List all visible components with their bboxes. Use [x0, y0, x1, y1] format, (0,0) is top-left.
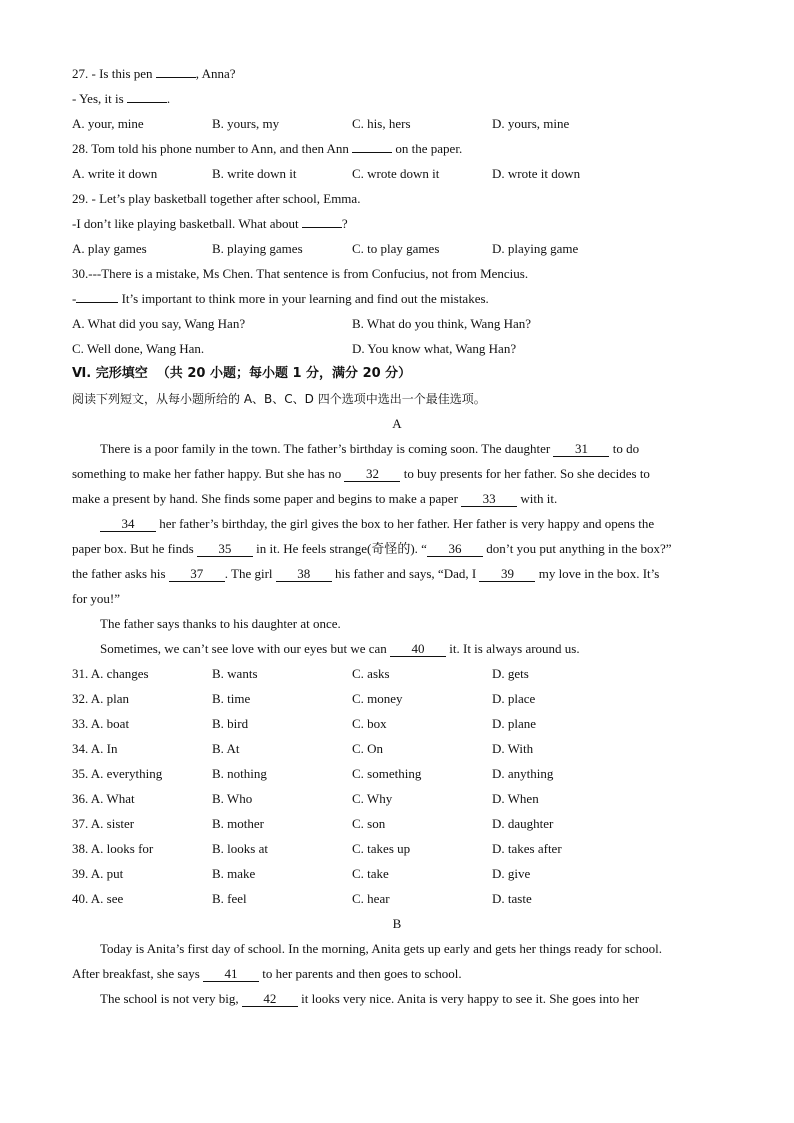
blank-41: 41 [203, 967, 259, 982]
q39-option-b: B. make [212, 866, 256, 881]
q39-option-d: D. give [492, 866, 531, 881]
blank-37: 37 [169, 567, 225, 582]
q29-stem: 29. - Let’s play basketball together after school, Emma. [72, 191, 361, 206]
q34-option-c: C. On [352, 741, 384, 756]
q34-option-b: B. At [212, 741, 240, 756]
q32-option-c: C. money [352, 691, 403, 706]
q37-option-c: C. son [352, 816, 386, 831]
blank-32: 32 [344, 467, 400, 482]
blank-42: 42 [242, 992, 298, 1007]
q27-stem: 27. - Is this pen , Anna? [72, 66, 236, 81]
q30-stem: 30.---There is a mistake, Ms Chen. That sentence is from Confucius, not from Mencius. [72, 266, 529, 281]
q28-blank [352, 152, 392, 153]
q33-option-b: B. bird [212, 716, 249, 731]
q35-option-b: B. nothing [212, 766, 267, 781]
passage-a-line-1: There is a poor family in the town. The father’s birthday is coming soon. The daughter 31 to do [100, 441, 640, 456]
q30-option-a: A. What did you say, Wang Han? [72, 316, 246, 331]
q28-option-c: C. wrote down it [352, 166, 440, 181]
q30-option-d: D. You know what, Wang Han? [352, 341, 517, 356]
q30-option-b: B. What do you think, Wang Han? [352, 316, 532, 331]
q40-option-c: C. hear [352, 891, 390, 906]
passage-b-line-1: Today is Anita’s first day of school. In the morning, Anita gets up early and gets her things ready for school. [100, 941, 662, 956]
q36-option-c: C. Why [352, 791, 393, 806]
q29-option-b: B. playing games [212, 241, 303, 256]
q38-option-c: C. takes up [352, 841, 411, 856]
section-heading: Ⅵ. 完形填空 （共 20 小题；每小题 1 分，满分 20 分） [72, 366, 412, 381]
q32-option-d: D. place [492, 691, 536, 706]
blank-40: 40 [390, 642, 446, 657]
q31-option-a: 31. A. changes [72, 666, 149, 681]
q30-reply: - It’s important to think more in your learning and find out the mistakes. [72, 291, 489, 306]
passage-a-line-4: 34 her father’s birthday, the girl gives the box to her father. Her father is very happy and opens the [100, 516, 654, 532]
passage-a-line-8: The father says thanks to his daughter at once. [100, 616, 341, 631]
q28-option-a: A. write it down [72, 166, 158, 181]
passage-a-line-5: paper box. But he finds 35 in it. He feels strange(奇怪的). “ 36 don’t you put anything in the box?” [72, 541, 672, 556]
q36-option-b: B. Who [212, 791, 253, 806]
q29-option-a: A. play games [72, 241, 147, 256]
q27-option-b: B. yours, my [212, 116, 280, 131]
q27-blank-2 [127, 102, 167, 103]
q38-option-a: 38. A. looks for [72, 841, 154, 856]
q35-option-a: 35. A. everything [72, 766, 163, 781]
blank-33: 33 [461, 492, 517, 507]
q31-option-c: C. asks [352, 666, 390, 681]
q33-option-d: D. plane [492, 716, 537, 731]
q31-option-d: D. gets [492, 666, 529, 681]
passage-a-line-9: Sometimes, we can’t see love with our eyes but we can 40 it. It is always around us. [100, 641, 580, 656]
q36-option-d: D. When [492, 791, 539, 806]
q37-option-a: 37. A. sister [72, 816, 135, 831]
q30-blank [76, 302, 118, 303]
q40-option-d: D. taste [492, 891, 532, 906]
q27-option-c: C. his, hers [352, 116, 411, 131]
q27-option-a: A. your, mine [72, 116, 144, 131]
q33-option-a: 33. A. boat [72, 716, 130, 731]
q28-option-b: B. write down it [212, 166, 297, 181]
q32-option-a: 32. A. plan [72, 691, 130, 706]
q36-option-a: 36. A. What [72, 791, 135, 806]
q38-option-d: D. takes after [492, 841, 562, 856]
q34-option-d: D. With [492, 741, 534, 756]
q39-option-a: 39. A. put [72, 866, 124, 881]
blank-34: 34 [100, 517, 156, 532]
q40-option-a: 40. A. see [72, 891, 124, 906]
q27-reply: - Yes, it is . [72, 91, 171, 106]
q35-option-c: C. something [352, 766, 422, 781]
q29-option-d: D. playing game [492, 241, 579, 256]
q30-option-c: C. Well done, Wang Han. [72, 341, 205, 356]
passage-a-line-2: something to make her father happy. But she has no 32 to buy presents for her father. So she decides to [72, 466, 650, 481]
q40-option-b: B. feel [212, 891, 247, 906]
blank-31: 31 [553, 442, 609, 457]
blank-38: 38 [276, 567, 332, 582]
q33-option-c: C. box [352, 716, 387, 731]
q37-option-b: B. mother [212, 816, 264, 831]
q29-option-c: C. to play games [352, 241, 440, 256]
q28-stem: 28. Tom told his phone number to Ann, and then Ann on the paper. [72, 141, 463, 156]
blank-35: 35 [197, 542, 253, 557]
passage-a-line-6: the father asks his 37 . The girl 38 his father and says, “Dad, I 39 my love in the box. It’s [72, 566, 660, 581]
passage-b-line-2: After breakfast, she says 41 to her parents and then goes to school. [72, 966, 462, 981]
q29-reply: -I don’t like playing basketball. What about ? [72, 216, 348, 231]
passage-a-line-3: make a present by hand. She finds some paper and begins to make a paper 33 with it. [72, 491, 558, 506]
q38-option-b: B. looks at [212, 841, 268, 856]
blank-36: 36 [427, 542, 483, 557]
passage-b-label: B [392, 916, 402, 931]
passage-b-line-3: The school is not very big, 42 it looks very nice. Anita is very happy to see it. She goes into her [100, 991, 640, 1006]
q39-option-c: C. take [352, 866, 389, 881]
q34-option-a: 34. A. In [72, 741, 118, 756]
q27-option-d: D. yours, mine [492, 116, 570, 131]
passage-a-line-7: for you!” [72, 591, 121, 606]
q27-blank-1 [156, 77, 196, 78]
section-instruction: 阅读下列短文，从每小题所给的 A、B、C、D 四个选项中选出一个最佳选项。 [72, 392, 486, 406]
passage-a-label: A [392, 416, 402, 431]
blank-39: 39 [479, 567, 535, 582]
q35-option-d: D. anything [492, 766, 554, 781]
q31-option-b: B. wants [212, 666, 258, 681]
q32-option-b: B. time [212, 691, 251, 706]
q29-blank [302, 227, 342, 228]
q28-option-d: D. wrote it down [492, 166, 581, 181]
q37-option-d: D. daughter [492, 816, 554, 831]
